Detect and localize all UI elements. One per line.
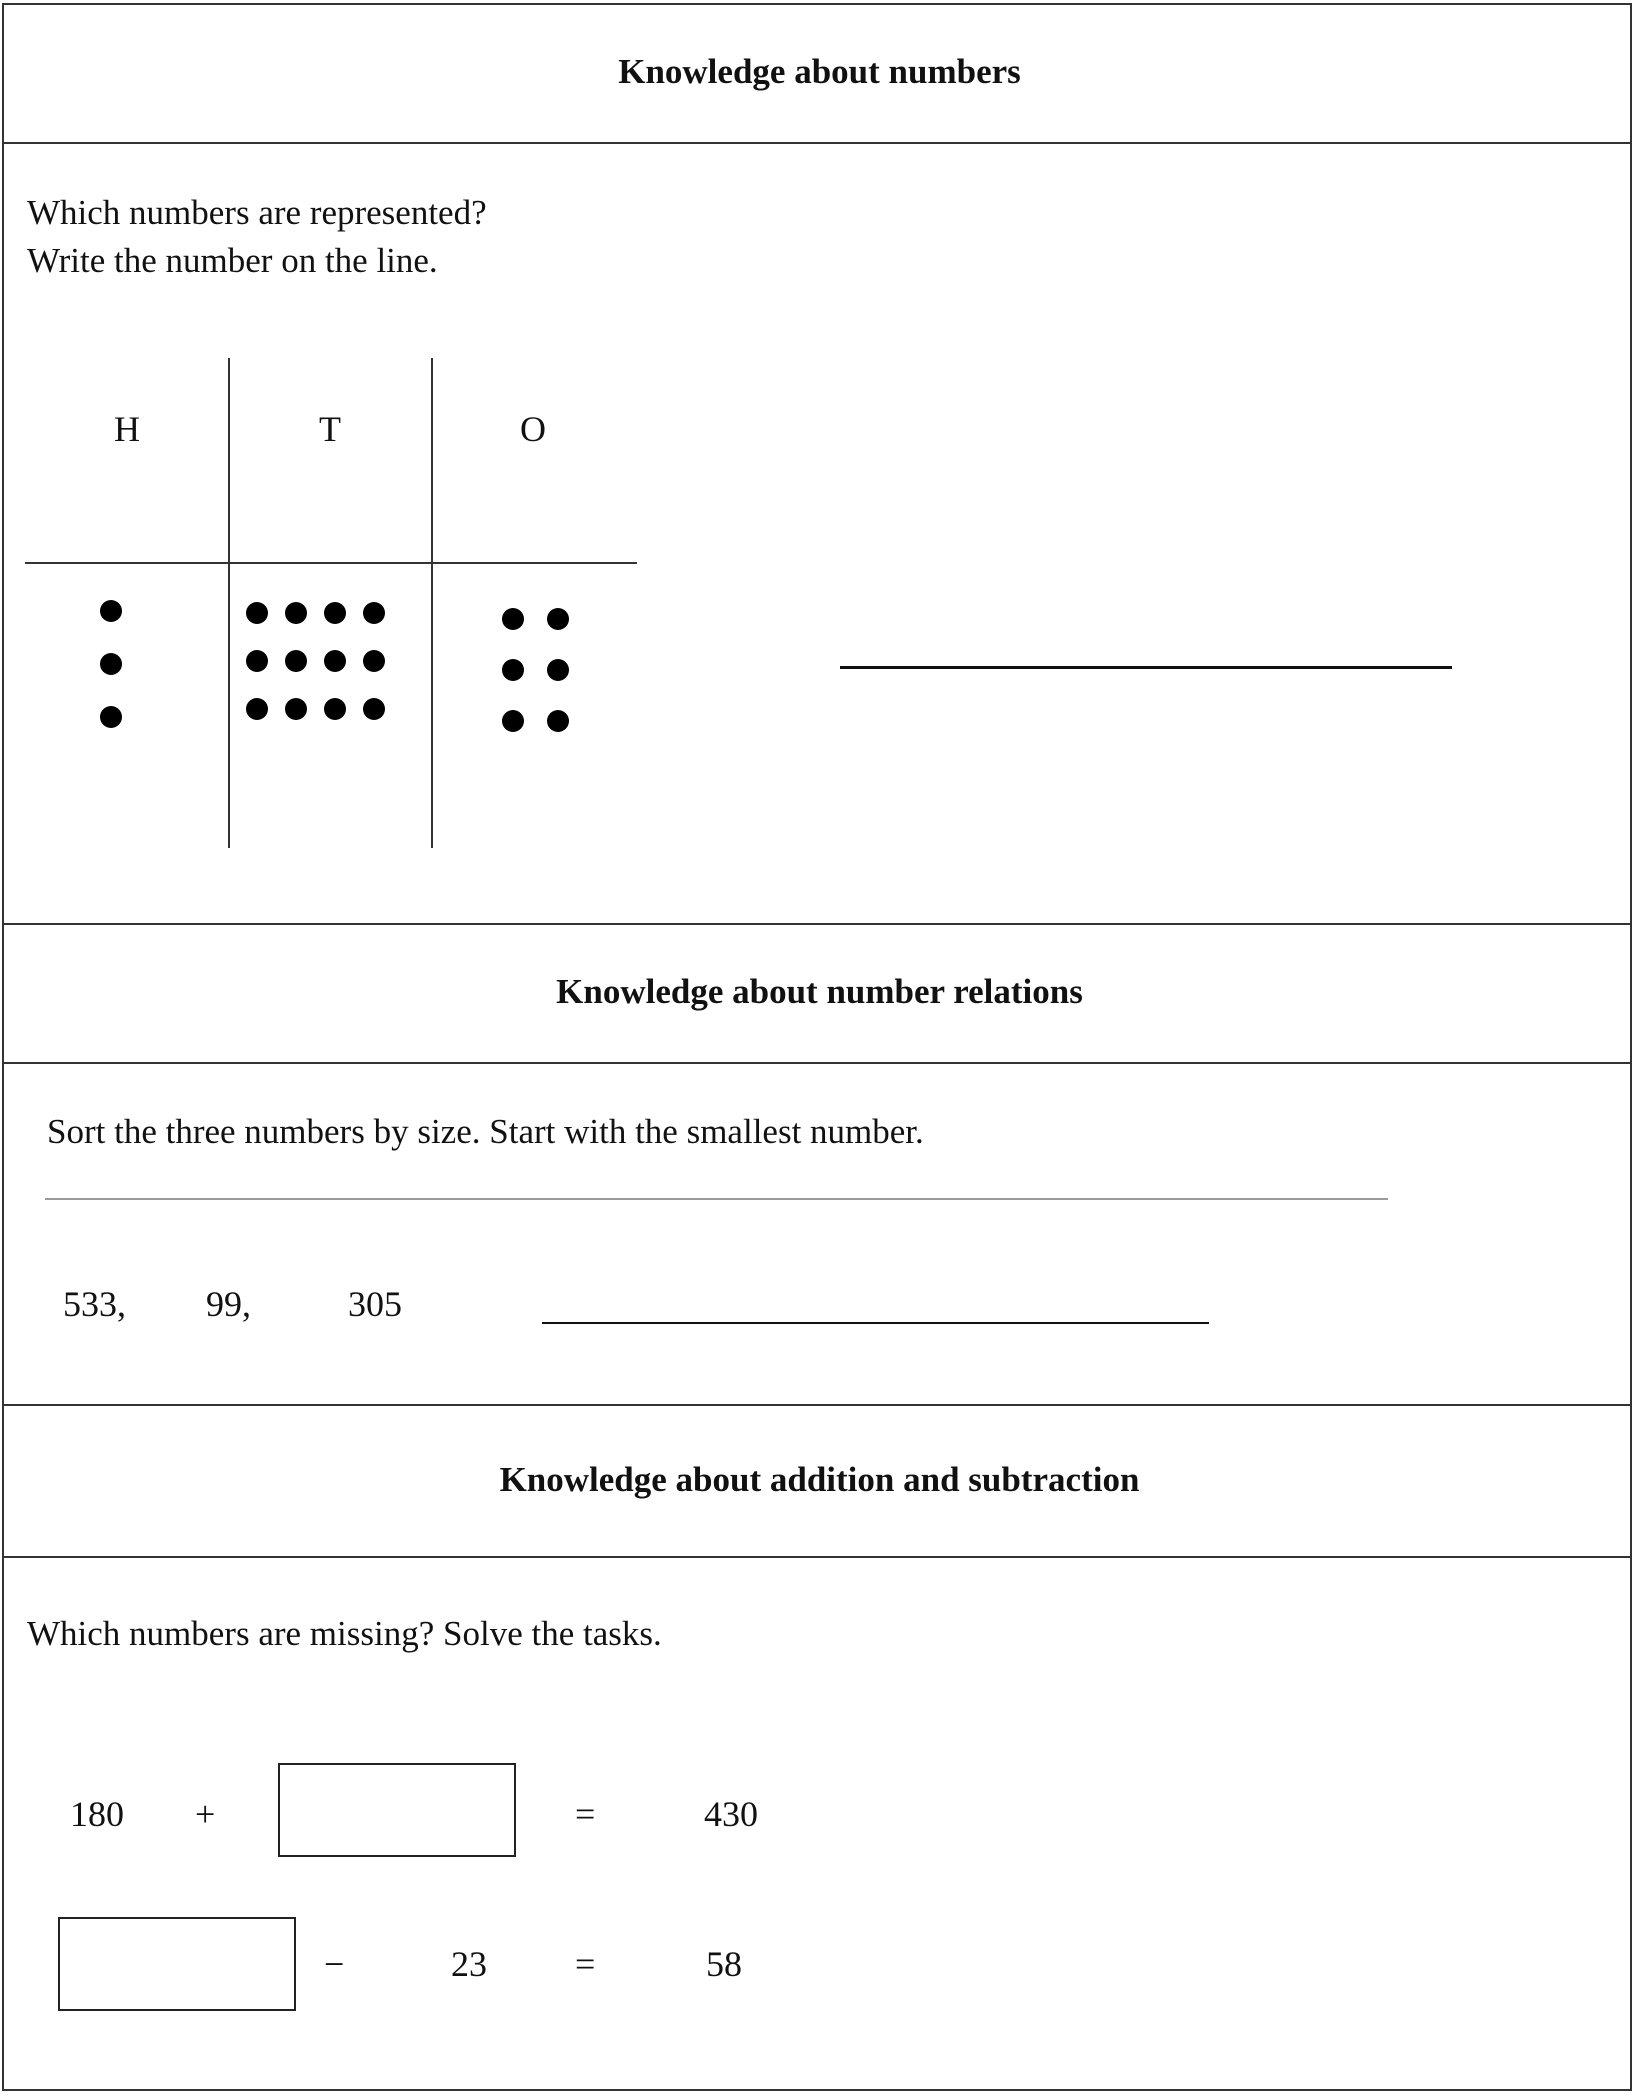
sort-instruction: Sort the three numbers by size. Start with the smallest number.	[47, 1112, 924, 1151]
section-heading-addition-subtraction: Knowledge about addition and subtraction	[499, 1460, 1140, 1499]
ones-dot	[502, 710, 524, 732]
tens-dot	[246, 698, 268, 720]
instruction-line-2: Write the number on the line.	[27, 241, 438, 280]
tens-dot	[363, 602, 385, 624]
tens-dot	[246, 650, 268, 672]
tens-dot	[324, 698, 346, 720]
hundreds-dot	[100, 600, 122, 622]
divider	[2, 1062, 1632, 1064]
task2-subtrahend: 23	[451, 1944, 487, 1984]
divider	[2, 1404, 1632, 1406]
column-label-ones: O	[520, 409, 546, 449]
answer-line[interactable]	[840, 666, 1452, 669]
column-label-tens: T	[319, 409, 341, 449]
minus-sign: −	[324, 1944, 345, 1984]
tens-dot	[324, 650, 346, 672]
ones-dot	[547, 608, 569, 630]
instruction-line-1: Which numbers are represented?	[27, 193, 487, 232]
number-1: 533,	[63, 1284, 126, 1324]
section-heading-numbers: Knowledge about numbers	[618, 52, 1021, 91]
plus-sign: +	[195, 1794, 216, 1834]
worksheet-frame	[2, 3, 1632, 2091]
column-label-hundreds: H	[114, 409, 140, 449]
tens-dot	[324, 602, 346, 624]
task1-result: 430	[704, 1794, 758, 1834]
ones-dot	[502, 659, 524, 681]
task1-addend: 180	[70, 1794, 124, 1834]
chart-divider-horizontal	[25, 562, 637, 564]
divider	[2, 923, 1632, 925]
equals-sign: =	[575, 1794, 596, 1834]
chart-divider-vertical	[431, 358, 433, 848]
tens-dot	[285, 650, 307, 672]
tens-dot	[363, 650, 385, 672]
sort-answer-line[interactable]	[542, 1322, 1209, 1324]
tens-dot	[363, 698, 385, 720]
section-heading-number-relations: Knowledge about number relations	[556, 972, 1083, 1011]
task2-result: 58	[706, 1944, 742, 1984]
ones-dot	[547, 659, 569, 681]
hundreds-dot	[100, 653, 122, 675]
task2-answer-box[interactable]	[58, 1917, 296, 2011]
ones-dot	[547, 710, 569, 732]
tens-dot	[246, 602, 268, 624]
chart-divider-vertical	[228, 358, 230, 848]
ones-dot	[502, 608, 524, 630]
number-3: 305	[348, 1284, 402, 1324]
tens-dot	[285, 698, 307, 720]
divider	[2, 1556, 1632, 1558]
number-2: 99,	[206, 1284, 251, 1324]
tens-dot	[285, 602, 307, 624]
divider	[2, 142, 1632, 144]
missing-numbers-instruction: Which numbers are missing? Solve the tasks.	[27, 1614, 662, 1653]
separator-line	[45, 1198, 1388, 1200]
hundreds-dot	[100, 706, 122, 728]
task1-answer-box[interactable]	[278, 1763, 516, 1857]
equals-sign: =	[575, 1944, 596, 1984]
